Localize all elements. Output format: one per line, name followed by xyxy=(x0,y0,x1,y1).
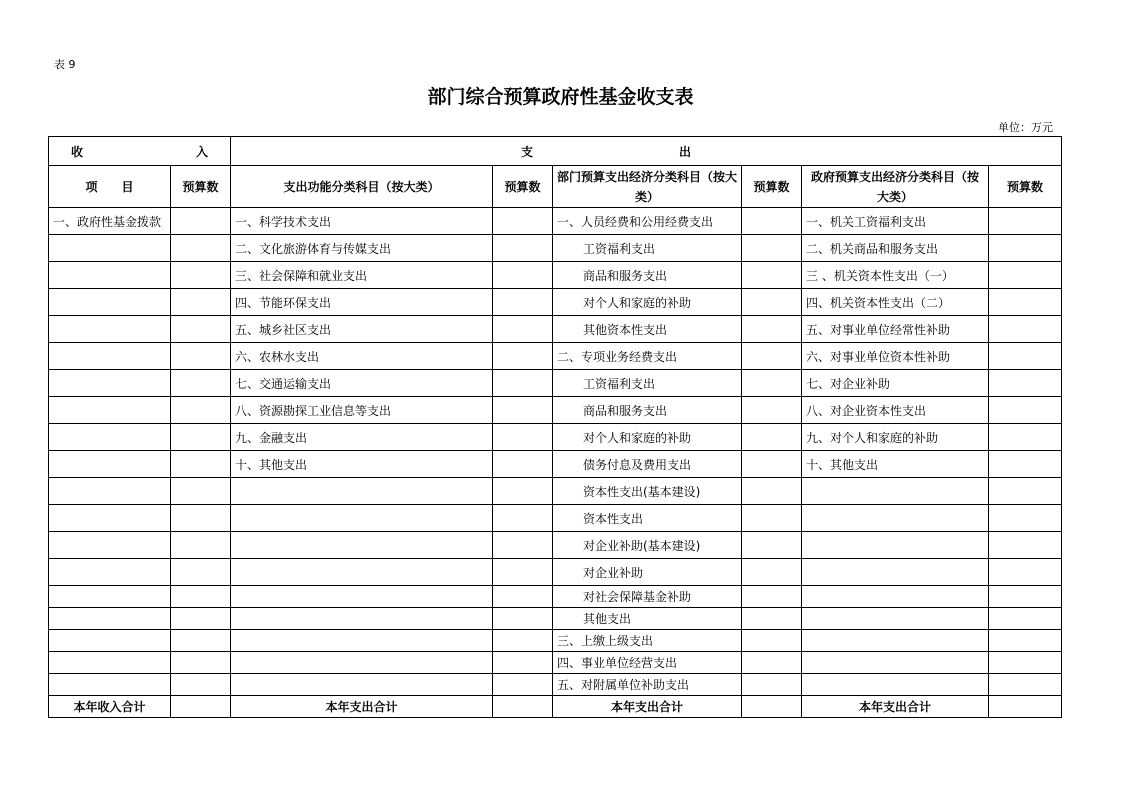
dept-econ-cell: 商品和服务支出 xyxy=(553,262,742,289)
fund-budget-table xyxy=(48,136,1062,718)
func-cell xyxy=(231,559,493,586)
table-row xyxy=(49,343,1062,370)
budget-cell xyxy=(171,608,231,630)
table-row xyxy=(49,397,1062,424)
income-cell xyxy=(49,608,171,630)
gov-econ-cell xyxy=(802,630,989,652)
func-cell xyxy=(231,630,493,652)
table-body xyxy=(49,137,1062,718)
budget-cell xyxy=(742,674,802,696)
budget-cell xyxy=(171,370,231,397)
expense-section-header xyxy=(231,137,1062,166)
col-header-budget-3: 预算数 xyxy=(742,166,802,208)
budget-cell xyxy=(493,652,553,674)
gov-econ-cell: 五、对事业单位经常性补助 xyxy=(802,316,989,343)
func-cell: 六、农林水支出 xyxy=(231,343,493,370)
func-cell xyxy=(231,608,493,630)
col-header-budget-4: 预算数 xyxy=(989,166,1062,208)
func-cell xyxy=(231,505,493,532)
budget-cell xyxy=(742,370,802,397)
budget-cell xyxy=(171,559,231,586)
budget-cell xyxy=(171,343,231,370)
budget-cell xyxy=(493,343,553,370)
budget-cell xyxy=(171,289,231,316)
budget-cell xyxy=(742,478,802,505)
income-cell: 一、政府性基金拨款 xyxy=(49,208,171,235)
budget-cell xyxy=(989,235,1062,262)
gov-econ-cell: 一、机关工资福利支出 xyxy=(802,208,989,235)
func-cell: 九、金融支出 xyxy=(231,424,493,451)
budget-cell xyxy=(742,208,802,235)
func-cell: 五、城乡社区支出 xyxy=(231,316,493,343)
budget-cell xyxy=(989,532,1062,559)
budget-cell xyxy=(742,559,802,586)
budget-cell xyxy=(493,289,553,316)
dept-econ-cell: 工资福利支出 xyxy=(553,235,742,262)
dept-econ-cell: 资本性支出 xyxy=(553,505,742,532)
budget-cell xyxy=(989,696,1062,718)
income-cell xyxy=(49,343,171,370)
gov-econ-cell: 四、机关资本性支出（二） xyxy=(802,289,989,316)
table-row xyxy=(49,608,1062,630)
budget-cell xyxy=(989,343,1062,370)
budget-cell xyxy=(742,532,802,559)
table-row xyxy=(49,630,1062,652)
gov-econ-cell xyxy=(802,652,989,674)
budget-cell xyxy=(989,608,1062,630)
dept-econ-cell: 一、人员经费和公用经费支出 xyxy=(553,208,742,235)
gov-econ-cell xyxy=(802,559,989,586)
col-header-dept-econ: 部门预算支出经济分类科目（按大类） xyxy=(553,166,742,208)
dept-econ-cell: 三、上缴上级支出 xyxy=(553,630,742,652)
gov-econ-cell xyxy=(802,674,989,696)
budget-cell xyxy=(171,397,231,424)
income-cell xyxy=(49,289,171,316)
dept-econ-cell: 对个人和家庭的补助 xyxy=(553,424,742,451)
budget-cell xyxy=(171,630,231,652)
table-row xyxy=(49,586,1062,608)
gov-econ-cell: 七、对企业补助 xyxy=(802,370,989,397)
func-cell: 七、交通运输支出 xyxy=(231,370,493,397)
income-cell xyxy=(49,235,171,262)
gov-econ-cell xyxy=(802,532,989,559)
income-cell xyxy=(49,262,171,289)
func-cell: 一、科学技术支出 xyxy=(231,208,493,235)
gov-econ-cell: 三 、机关资本性支出（一） xyxy=(802,262,989,289)
income-cell xyxy=(49,532,171,559)
dept-econ-cell: 对社会保障基金补助 xyxy=(553,586,742,608)
budget-cell xyxy=(493,608,553,630)
income-cell xyxy=(49,478,171,505)
budget-cell xyxy=(171,316,231,343)
budget-cell xyxy=(989,397,1062,424)
budget-cell xyxy=(171,235,231,262)
section-header-row xyxy=(49,137,1062,166)
budget-cell xyxy=(493,478,553,505)
income-cell xyxy=(49,424,171,451)
gov-econ-cell: 六、对事业单位资本性补助 xyxy=(802,343,989,370)
func-cell xyxy=(231,586,493,608)
budget-cell xyxy=(989,208,1062,235)
func-cell xyxy=(231,652,493,674)
func-cell: 十、其他支出 xyxy=(231,451,493,478)
budget-cell xyxy=(989,586,1062,608)
table-row xyxy=(49,262,1062,289)
budget-cell xyxy=(493,316,553,343)
col-header-budget-1: 预算数 xyxy=(171,166,231,208)
dept-econ-cell: 四、事业单位经营支出 xyxy=(553,652,742,674)
gov-econ-cell xyxy=(802,608,989,630)
dept-total-label: 本年支出合计 xyxy=(553,696,742,718)
col-header-func-class: 支出功能分类科目（按大类） xyxy=(231,166,493,208)
budget-cell xyxy=(493,262,553,289)
unit-label: 单位：万元 xyxy=(998,121,1053,134)
budget-cell xyxy=(742,608,802,630)
table-row xyxy=(49,235,1062,262)
income-cell xyxy=(49,397,171,424)
budget-cell xyxy=(989,370,1062,397)
col-header-item: 项 目 xyxy=(49,166,171,208)
col-header-budget-2: 预算数 xyxy=(493,166,553,208)
income-header-right: 入 xyxy=(195,144,208,159)
budget-cell xyxy=(989,559,1062,586)
table-row xyxy=(49,559,1062,586)
budget-cell xyxy=(742,235,802,262)
budget-cell xyxy=(171,451,231,478)
gov-econ-cell: 九、对个人和家庭的补助 xyxy=(802,424,989,451)
budget-cell xyxy=(171,262,231,289)
gov-econ-cell xyxy=(802,478,989,505)
page-title: 部门综合预算政府性基金收支表 xyxy=(427,86,694,108)
budget-cell xyxy=(989,630,1062,652)
budget-cell xyxy=(171,586,231,608)
budget-cell xyxy=(989,652,1062,674)
budget-cell xyxy=(493,586,553,608)
income-cell xyxy=(49,505,171,532)
income-cell xyxy=(49,674,171,696)
income-cell xyxy=(49,586,171,608)
income-cell xyxy=(49,630,171,652)
table-number-label: 表 9 xyxy=(54,58,76,71)
dept-econ-cell: 对个人和家庭的补助 xyxy=(553,289,742,316)
budget-cell xyxy=(989,289,1062,316)
budget-cell xyxy=(493,696,553,718)
column-header-row xyxy=(49,166,1062,208)
budget-cell xyxy=(493,208,553,235)
budget-cell xyxy=(742,652,802,674)
dept-econ-cell: 对企业补助(基本建设) xyxy=(553,532,742,559)
budget-cell xyxy=(989,674,1062,696)
func-cell: 四、节能环保支出 xyxy=(231,289,493,316)
func-cell: 八、资源勘探工业信息等支出 xyxy=(231,397,493,424)
budget-cell xyxy=(493,559,553,586)
func-cell: 二、文化旅游体育与传媒支出 xyxy=(231,235,493,262)
table-row xyxy=(49,478,1062,505)
table-row xyxy=(49,532,1062,559)
gov-total-label: 本年支出合计 xyxy=(802,696,989,718)
dept-econ-cell: 工资福利支出 xyxy=(553,370,742,397)
gov-econ-cell: 十、其他支出 xyxy=(802,451,989,478)
total-row xyxy=(49,696,1062,718)
budget-cell xyxy=(742,397,802,424)
budget-cell xyxy=(171,478,231,505)
income-cell xyxy=(49,316,171,343)
func-cell xyxy=(231,478,493,505)
budget-cell xyxy=(493,451,553,478)
budget-cell xyxy=(493,397,553,424)
col-header-gov-econ: 政府预算支出经济分类科目（按大类） xyxy=(802,166,989,208)
func-cell xyxy=(231,532,493,559)
func-total-label: 本年支出合计 xyxy=(231,696,493,718)
func-cell: 三、社会保障和就业支出 xyxy=(231,262,493,289)
dept-econ-cell: 二、专项业务经费支出 xyxy=(553,343,742,370)
budget-cell xyxy=(493,630,553,652)
table-row xyxy=(49,316,1062,343)
dept-econ-cell: 债务付息及费用支出 xyxy=(553,451,742,478)
budget-cell xyxy=(171,674,231,696)
gov-econ-cell xyxy=(802,505,989,532)
dept-econ-cell: 其他支出 xyxy=(553,608,742,630)
dept-econ-cell: 对企业补助 xyxy=(553,559,742,586)
gov-econ-cell: 二、机关商品和服务支出 xyxy=(802,235,989,262)
budget-cell xyxy=(171,424,231,451)
budget-cell xyxy=(493,235,553,262)
budget-cell xyxy=(742,696,802,718)
expense-header-right: 出 xyxy=(679,144,692,159)
budget-cell xyxy=(493,674,553,696)
budget-cell xyxy=(989,424,1062,451)
budget-cell xyxy=(742,505,802,532)
budget-cell xyxy=(493,370,553,397)
budget-cell xyxy=(742,343,802,370)
income-section-header xyxy=(49,137,231,166)
income-header-left: 收 xyxy=(71,144,84,159)
table-row xyxy=(49,370,1062,397)
table-row xyxy=(49,674,1062,696)
budget-cell xyxy=(742,451,802,478)
table-row xyxy=(49,451,1062,478)
table-row xyxy=(49,505,1062,532)
income-total-label: 本年收入合计 xyxy=(49,696,171,718)
budget-cell xyxy=(989,262,1062,289)
budget-cell xyxy=(493,424,553,451)
dept-econ-cell: 五、对附属单位补助支出 xyxy=(553,674,742,696)
budget-cell xyxy=(742,316,802,343)
income-cell xyxy=(49,652,171,674)
table-row xyxy=(49,289,1062,316)
dept-econ-cell: 资本性支出(基本建设) xyxy=(553,478,742,505)
budget-cell xyxy=(171,208,231,235)
gov-econ-cell xyxy=(802,586,989,608)
budget-cell xyxy=(742,586,802,608)
dept-econ-cell: 其他资本性支出 xyxy=(553,316,742,343)
budget-cell xyxy=(493,532,553,559)
budget-cell xyxy=(742,424,802,451)
table-row xyxy=(49,208,1062,235)
gov-econ-cell: 八、对企业资本性支出 xyxy=(802,397,989,424)
budget-cell xyxy=(493,505,553,532)
budget-cell xyxy=(989,451,1062,478)
budget-cell xyxy=(989,505,1062,532)
table-row xyxy=(49,652,1062,674)
budget-cell xyxy=(171,652,231,674)
budget-cell xyxy=(989,316,1062,343)
income-cell xyxy=(49,559,171,586)
budget-cell xyxy=(742,630,802,652)
income-cell xyxy=(49,451,171,478)
income-cell xyxy=(49,370,171,397)
budget-cell xyxy=(171,505,231,532)
budget-cell xyxy=(171,532,231,559)
budget-cell xyxy=(171,696,231,718)
budget-cell xyxy=(742,262,802,289)
budget-cell xyxy=(742,289,802,316)
table-row xyxy=(49,424,1062,451)
expense-header-left: 支 xyxy=(521,144,534,159)
budget-cell xyxy=(989,478,1062,505)
dept-econ-cell: 商品和服务支出 xyxy=(553,397,742,424)
func-cell xyxy=(231,674,493,696)
